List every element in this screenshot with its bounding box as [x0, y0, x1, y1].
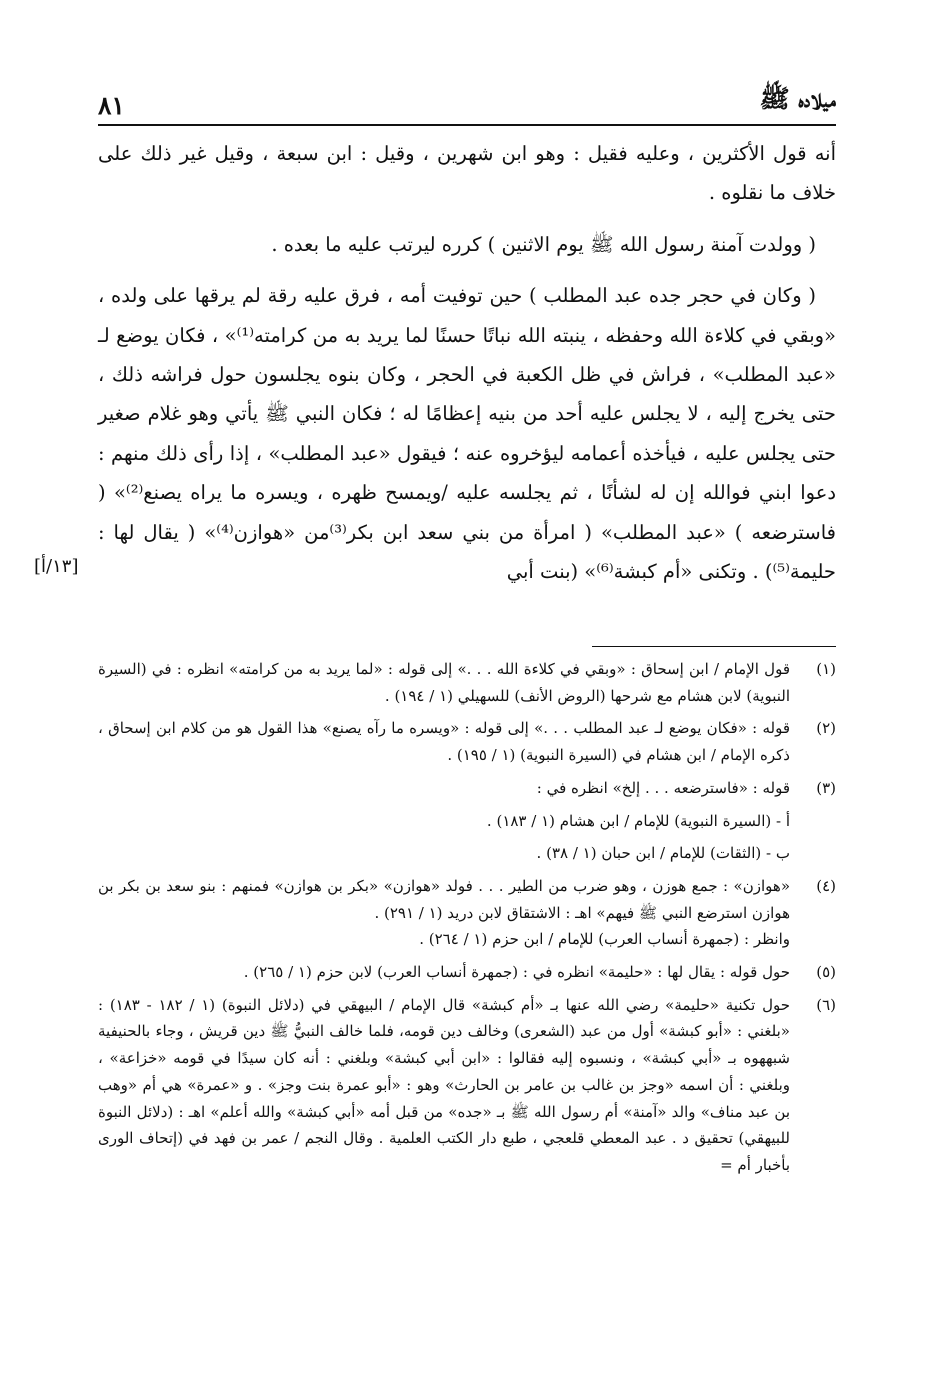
- footnote-text: ب - (الثقات) للإمام / ابن حبان (١ / ٣٨) .: [536, 844, 790, 863]
- footnote-number: (٥): [816, 963, 836, 982]
- manuscript-folio-reference: [١٣/أ]: [34, 556, 79, 577]
- footnote: [98, 873, 836, 953]
- footnote-number: (٤): [816, 876, 836, 895]
- footnote: [98, 656, 836, 709]
- footnote-text: حول قوله : يقال لها : «حليمة» انظره في : (جمهرة أنساب العرب) لابن حزم (١ / ٢٦٥) .: [243, 963, 790, 982]
- paragraph: ( وكان في حجر جده عبد المطلب ) حين توفيت أمه ، فرق عليه رقة لم يرقها على ولده ، «وبقي في كلاءة الله وحفظه ، ينبته الله نباتًا حسنًا لما يريد به من كرامته⁽¹⁾» ، فكان يوضع لـ «عبد المطلب» ، فراش في ظل الكعبة في الحجر ، وكان بنوه يجلسون حول فراشه ذلك ، حتى يخرج إليه ، لا يجلس عليه أحد من بنيه إعظامًا له ؛ فكان النبي ﷺ يأتي وهو غلام صغير حتى يجلس عليه ، فيأخذه أعمامه ليؤخروه عنه ؛ فيقول «عبد المطلب» ، إذا رأى ذلك منهم : دعوا ابني فوالله إن له لشأنًا ، ثم يجلسه عليه /ويمسح ظهره ، ويسره ما يراه يصنع⁽²⁾» ( فاسترضعه ) «عبد المطلب» ( امرأة من بني سعد ابن بكر⁽³⁾من «هوازن⁽⁴⁾» ( يقال لها : حليمة⁽⁵⁾) . وتكنى «أم كبشة⁽⁶⁾» (بنت أبي: [98, 284, 837, 584]
- footnote-text: أ - (السيرة النبوية) للإمام / ابن هشام (١ / ١٨٣) .: [486, 811, 790, 830]
- footnote-text: وانظر : (جمهرة أنساب العرب) للإمام / ابن حزم (١ / ٢٦٤) .: [419, 930, 790, 949]
- footnotes: [98, 656, 836, 1185]
- paragraph: أنه قول الأكثرين ، وعليه فقيل : وهو ابن شهرين ، وقيل : ابن سبعة ، وقيل غير ذلك على خلاف ما نقلوه .: [98, 142, 836, 205]
- footnote-text: «هوازن» : جمع هوزن ، وهو ضرب من الطير . . . فولد «هوازن» «بكر بن هوازن» فمنهم : بنو سعد بن بكر بن هوازن استرضع النبي ﷺ فيهم» اهـ : الاشتقاق لابن دريد (١ / ٢٩١) .: [98, 876, 790, 922]
- footnote: [98, 715, 836, 768]
- footnote-number: (٦): [816, 995, 836, 1014]
- page-number: ٨١: [98, 91, 125, 120]
- running-title: ميلاده ﷺ: [759, 84, 836, 113]
- footnote-text: قوله : «فاسترضعه . . . إلخ» انظره في :: [536, 778, 790, 797]
- footnote-text: حول تكنية «حليمة» رضي الله عنها بـ «أم كبشة» قال الإمام / البيهقي في (دلائل النبوة) (١ / ١٨٢ - ١٨٣) : «بلغني : «أبو كبشة» أول من عبد (الشعرى) وخالف دين قومه، فلما خالف النبيُّ ﷺ دين قريش ، وجاء بالحنيفية شبههوه بـ «أبي كبشة» ، ونسبوه إليه فقالوا : «ابن أبي كبشة» وبلغني : أنه كان سيدًا في قومه «خزاعة» ، وبلغني : أن اسمه «وجز بن غالب بن عامر بن الحارث» وهو : «أبو عمرة بنت وجز» . و «عمرة» هي أم «وهب بن عبد مناف» والد «آمنة» أم رسول الله ﷺ بـ «جده» من قبل أمه «أبي كبشة» والله أعلم» اهـ : (دلائل النبوة للبيهقي) تحقيق د . عبد المعطي قلعجي ، طبع دار الكتب العلمية . وقال النجم / عمر بن فهد في (إتحاف الورى بأخبار أم =: [98, 995, 790, 1174]
- footnote-text: قول الإمام / ابن إسحاق : «وبقي في كلاءة الله . . .» إلى قوله : «لما يريد به من كرامته» انظره : في (السيرة النبوية) لابن هشام مع شرحها (الروض الأنف) للسهيلي (١ / ١٩٤) .: [98, 660, 790, 705]
- page-header: [98, 70, 836, 126]
- footnote-separator: [592, 646, 836, 647]
- footnote-number: (٣): [816, 778, 836, 797]
- footnote: [98, 992, 836, 1179]
- paragraph: ( وولدت آمنة رسول الله ﷺ يوم الاثنين ) كرره ليرتب عليه ما بعده .: [271, 232, 816, 256]
- main-text: [98, 134, 836, 591]
- footnote-number: (٢): [816, 719, 836, 738]
- footnote: [98, 775, 836, 867]
- footnote: [98, 959, 836, 986]
- footnote-text: قوله : «فكان يوضع لـ عبد المطلب . . .» إلى قوله : «ويسره ما رآه يصنع» هذا القول هو من كلام ابن إسحاق ، ذكره الإمام / ابن هشام في (السيرة النبوية) (١ / ١٩٥) .: [98, 719, 790, 765]
- footnote-number: (١): [816, 660, 836, 678]
